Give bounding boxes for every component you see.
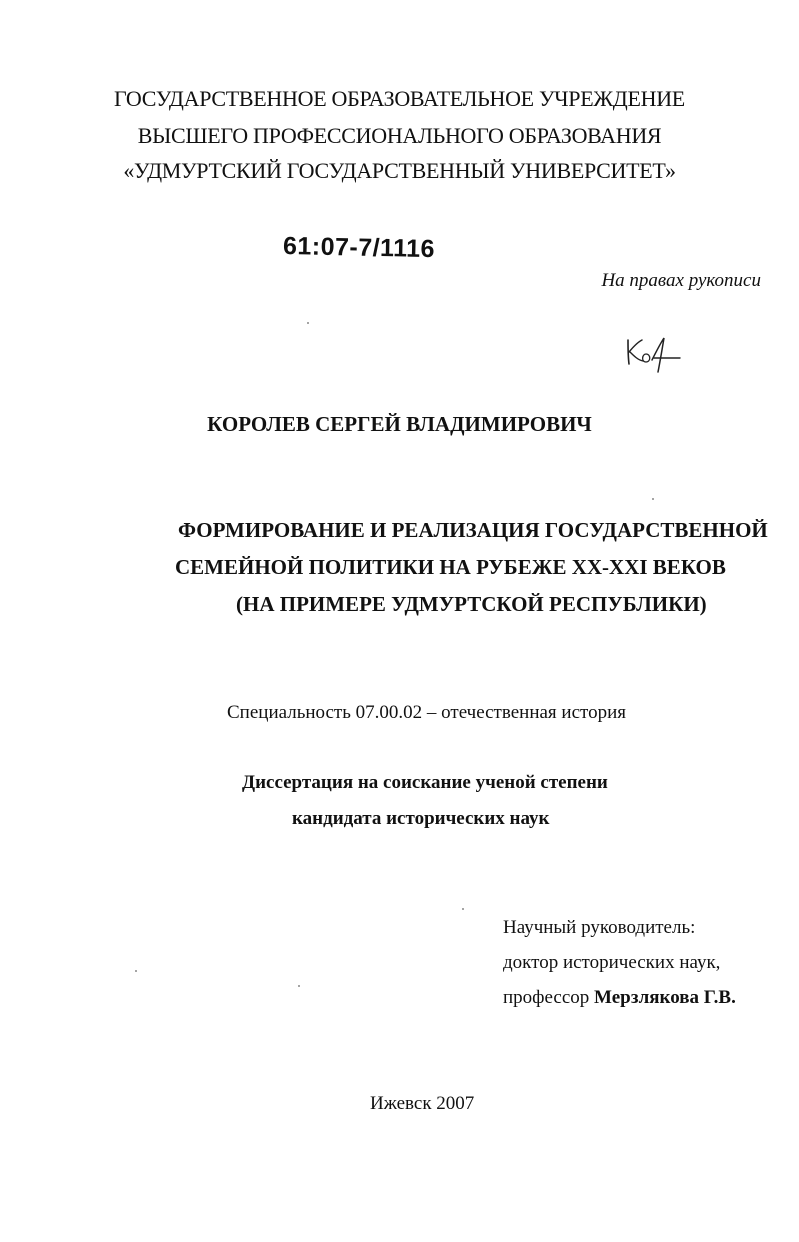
author-name: КОРОЛЕВ СЕРГЕЙ ВЛАДИМИРОВИЧ (207, 412, 592, 436)
supervisor-line (503, 987, 736, 1009)
scan-speck (135, 970, 137, 972)
handwritten-signature (622, 332, 684, 376)
degree-line-1: Диссертация на соискание ученой степени (242, 772, 608, 793)
supervisor-title: профессор (503, 987, 590, 1008)
title-line-2: СЕМЕЙНОЙ ПОЛИТИКИ НА РУБЕЖЕ XX-XXI ВЕКОВ (175, 555, 726, 579)
degree-line-2: кандидата исторических наук (292, 808, 550, 829)
scan-speck (307, 322, 309, 324)
city-year: Ижевск 2007 (370, 1093, 475, 1114)
supervisor-degree: доктор исторических наук, (503, 952, 721, 973)
scan-speck (462, 908, 464, 910)
catalog-code-stamp: 61:07-7/1116 (282, 232, 436, 264)
specialty: Специальность 07.00.02 – отечественная история (227, 702, 626, 723)
organization-line-3: «УДМУРТСКИЙ ГОСУДАРСТВЕННЫЙ УНИВЕРСИТЕТ» (123, 158, 676, 183)
title-line-3: (НА ПРИМЕРЕ УДМУРТСКОЙ РЕСПУБЛИКИ) (236, 592, 707, 616)
rights-note: На правах рукописи (601, 270, 761, 291)
organization-line-2: ВЫСШЕГО ПРОФЕССИОНАЛЬНОГО ОБРАЗОВАНИЯ (137, 123, 662, 148)
organization-line-1: ГОСУДАРСТВЕННОЕ ОБРАЗОВАТЕЛЬНОЕ УЧРЕЖДЕНИЕ (114, 86, 685, 111)
supervisor-name: Мерзлякова Г.В. (594, 987, 736, 1008)
supervisor-label: Научный руководитель: (503, 917, 696, 938)
scan-speck (652, 498, 654, 500)
scan-speck (298, 985, 300, 987)
title-line-1: ФОРМИРОВАНИЕ И РЕАЛИЗАЦИЯ ГОСУДАРСТВЕННОЙ (178, 518, 768, 542)
